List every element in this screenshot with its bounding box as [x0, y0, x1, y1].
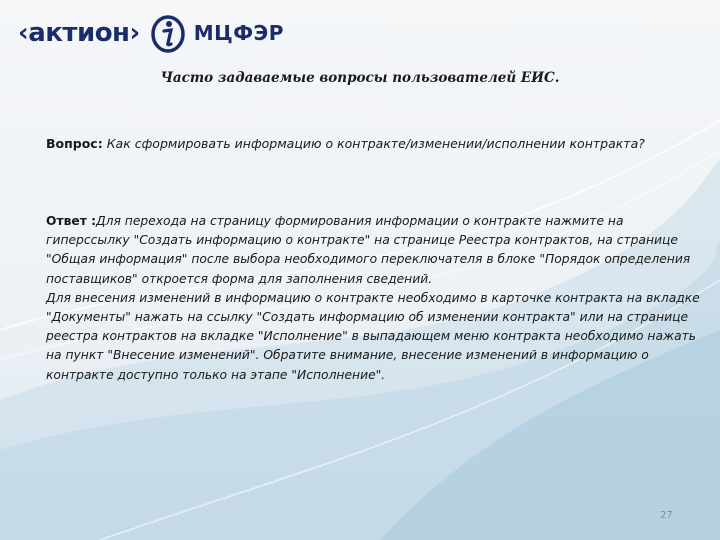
header-logo [18, 10, 284, 56]
slide-title: Часто задаваемые вопросы пользователей ЕИС. [160, 70, 560, 86]
brand-mcfer: МЦФЭР [193, 21, 284, 45]
answer-label: Ответ : [46, 214, 97, 228]
brand-aktion: ‹актион› [18, 18, 140, 48]
page-number: 27 [660, 510, 673, 521]
info-i-emblem-icon [150, 13, 186, 53]
question-block [46, 134, 686, 154]
question-text: Как сформировать информацию о контракте/изменении/исполнении контракта? [106, 136, 645, 151]
answer-paragraph-1: Для перехода на страницу формирования информации о контракте нажмите на гиперссылку "Создать информацию о контракте" на странице Реестра контрактов, на странице "Общая информация" после выбора необходимого переключателя в блоке "Порядок определения поставщиков" откроется форма для заполнения сведений. [46, 214, 691, 286]
question-label: Вопрос: [46, 136, 103, 151]
answer-block [46, 212, 706, 385]
answer-paragraph-2: Для внесения изменений в информацию о контракте необходимо в карточке контракта на вкладке "Документы" нажать на ссылку "Создать информацию об изменении контракта" или на странице реестра контрактов на вкладке "Исполнение" в выпадающем меню контракта необходимо нажать на пункт "Внесение изменений". Обратите внимание, внесение изменений в информацию о контракте доступно только на этапе "Исполнение". [46, 290, 700, 382]
